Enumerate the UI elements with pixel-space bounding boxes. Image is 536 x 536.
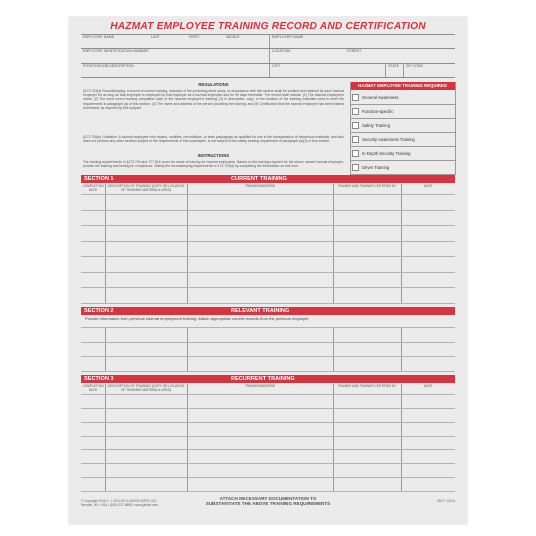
- required-training-item: Security Awareness Training: [362, 137, 415, 142]
- column-header-date: DATE: [423, 384, 433, 388]
- column-divider: [401, 184, 402, 303]
- grid-row-line: [81, 436, 455, 437]
- form-title: HAZMAT EMPLOYEE TRAINING RECORD AND CERTIFICATION: [110, 21, 426, 32]
- column-divider: [187, 184, 188, 303]
- zip-label: ZIP CODE: [406, 64, 423, 68]
- required-training-divider: [350, 118, 455, 119]
- column-divider: [187, 384, 188, 491]
- location-label: LOCATION: [272, 49, 291, 53]
- column-header-completion: COMPLETION DATE: [82, 184, 104, 192]
- grid-row-line: [81, 408, 455, 409]
- required-training-item: Function-specific: [362, 109, 394, 114]
- footer-attach-note: [69, 496, 467, 507]
- instructions-text: The training requirements in §172.704 and 177.816 cover six areas of training for hazmat employees. Based on the training required for the above named hazmat employee, provide the training and testing for compliance. Satisfy the recordkeeping requirements in 172.704(d) by completing the information on this form.: [83, 160, 344, 169]
- section-1-number: SECTION 1: [84, 176, 114, 182]
- grid-row-line: [81, 422, 455, 423]
- required-training-divider: [350, 104, 455, 105]
- column-header-description: DESCRIPTION OF TRAINING (COPY OR LOCATION OF TRAINING MATERIALS USED): [107, 384, 185, 392]
- required-training-item: Safety Training: [362, 123, 390, 128]
- grid-row-line: [81, 327, 455, 328]
- recordkeeping-text: §172.704(d) Recordkeeping. A record of current training, inclusive of the preceding three years, in accordance with this section shall be created and retained by each hazmat employer for as long as that employee is employed by that employer as a hazmat employee and for 90 days thereafter. The record shall include: (1) The hazmat employee's name; (2) The most recent training completion date of the hazmat employee's training; (3) A description, copy, or the location of the training materials used to meet the requirements in paragraph (a) of this section; (4) The name and address of the person providing the training; and (5) Certification that the hazmat employee has been trained and tested, as required by this subpart.: [83, 89, 344, 110]
- grid-row-line: [81, 303, 455, 304]
- grid-row-line: [81, 477, 455, 478]
- section-1-bar: [81, 175, 455, 183]
- checkbox-icon: [352, 122, 359, 129]
- required-training-divider: [350, 146, 455, 147]
- section-3-number: SECTION 3: [84, 376, 114, 382]
- regulations-block: [81, 80, 346, 172]
- grid-row-line: [81, 241, 455, 242]
- column-divider: [105, 184, 106, 303]
- grid-row-line: [81, 371, 455, 372]
- attach-line-1: ATTACH NECESSARY DOCUMENTATION TO: [219, 496, 317, 501]
- employer-name-label: EMPLOYER NAME: [272, 35, 304, 39]
- column-divider: [333, 384, 334, 491]
- checkbox-icon: [352, 164, 359, 171]
- field-divider: [269, 34, 270, 77]
- section-3-name: RECURRENT TRAINING: [231, 376, 295, 382]
- grid-row-line: [81, 394, 455, 395]
- grid-row-line: [81, 463, 455, 464]
- grid-row-line: [81, 256, 455, 257]
- regulations-title: REGULATIONS: [198, 82, 229, 87]
- checkbox-icon: [352, 150, 359, 157]
- zip-divider: [403, 63, 404, 77]
- grid-row-line: [81, 449, 455, 450]
- column-divider: [105, 384, 106, 491]
- street-label: STREET: [347, 49, 362, 53]
- last-label: LAST: [151, 35, 160, 39]
- column-header-completion: COMPLETION DATE: [82, 384, 104, 392]
- column-divider: [333, 184, 334, 303]
- required-training-item: In-Depth Security Training: [362, 151, 411, 156]
- position-label: POSITION/JOB DESCRIPTION: [83, 64, 134, 68]
- required-training-left-border: [350, 82, 351, 175]
- column-divider: [333, 327, 334, 371]
- section-2-note: Provide information from previous hazmat employment training. Attach appropriate current records from the previous employer.: [85, 316, 310, 321]
- grid-row-line: [81, 272, 455, 273]
- city-label: CITY: [272, 64, 281, 68]
- section-2-bar: [81, 307, 455, 315]
- grid-row-line: [81, 194, 455, 195]
- section-1-name: CURRENT TRAINING: [231, 176, 287, 182]
- column-header-trainer: TRAINER/ADDRESS: [244, 384, 276, 388]
- column-divider: [187, 327, 188, 371]
- copyright-text: © Copyright 2018 J. J. KELLER & ASSOCIATES, INC.: [81, 499, 158, 503]
- required-training-item: General Awareness: [362, 95, 399, 100]
- grid-row-line: [81, 210, 455, 211]
- column-divider: [401, 327, 402, 371]
- column-header-tested: TRAINEE AND TRAINER CERTIFIED BY: [337, 384, 397, 388]
- checkbox-icon: [352, 136, 359, 143]
- required-training-item: Driver Training: [362, 165, 390, 170]
- grid-row-line: [81, 287, 455, 288]
- section-2-name: RELEVANT TRAINING: [231, 308, 290, 314]
- required-training-header: HAZMAT EMPLOYEE TRAINING REQUIRED: [350, 82, 455, 90]
- column-header-date: DATE: [423, 184, 433, 188]
- grid-row-line: [81, 356, 455, 357]
- column-header-trainer: TRAINER/ADDRESS: [244, 184, 276, 188]
- middle-label: MIDDLE: [226, 35, 240, 39]
- checkbox-icon: [352, 108, 359, 115]
- limitation-text: §172.704(e) Limitation. A hazmat employee who repairs, modifies, reconditions, or tests packagings as qualified for use in the transportation of hazardous materials, and who does not perform any other function subject to the requirements of this subchapter, is not subject to the safety training requirement of paragraph (a)(3) of this section.: [83, 135, 344, 144]
- state-divider: [385, 63, 386, 77]
- grid-row-line: [81, 225, 455, 226]
- required-training-right-border: [455, 82, 456, 175]
- required-training-divider: [350, 160, 455, 161]
- column-header-tested: TRAINEE AND TRAINER CERTIFIED BY: [337, 184, 397, 188]
- required-training-divider: [350, 132, 455, 133]
- column-divider: [105, 327, 106, 371]
- attach-line-2: SUBSTANTIATE THE ABOVE TRAINING REQUIREMENTS: [205, 501, 331, 507]
- first-label: FIRST: [189, 35, 200, 39]
- grid-row-line: [81, 491, 455, 492]
- instructions-title: INSTRUCTIONS: [197, 153, 230, 158]
- field-row-1: [81, 34, 455, 35]
- address-text: Neenah, WI • USA • (800) 327-6868 • www.jjkeller.com: [81, 503, 159, 507]
- column-divider: [401, 384, 402, 491]
- training-record-form: [69, 17, 467, 524]
- section-2-number: SECTION 2: [84, 308, 114, 314]
- employee-id-label: EMPLOYEE IDENTIFICATION NUMBER: [83, 49, 149, 53]
- section-3-bar: [81, 375, 455, 383]
- employee-name-label: EMPLOYEE NAME: [83, 35, 115, 39]
- grid-row-line: [81, 342, 455, 343]
- field-row-end: [81, 77, 455, 78]
- column-header-description: DESCRIPTION OF TRAINING (COPY OR LOCATION OF TRAINING MATERIALS USED): [107, 184, 185, 192]
- checkbox-icon: [352, 94, 359, 101]
- state-label: STATE: [388, 64, 400, 68]
- form-code: 591-F 1/3/14: [436, 499, 455, 503]
